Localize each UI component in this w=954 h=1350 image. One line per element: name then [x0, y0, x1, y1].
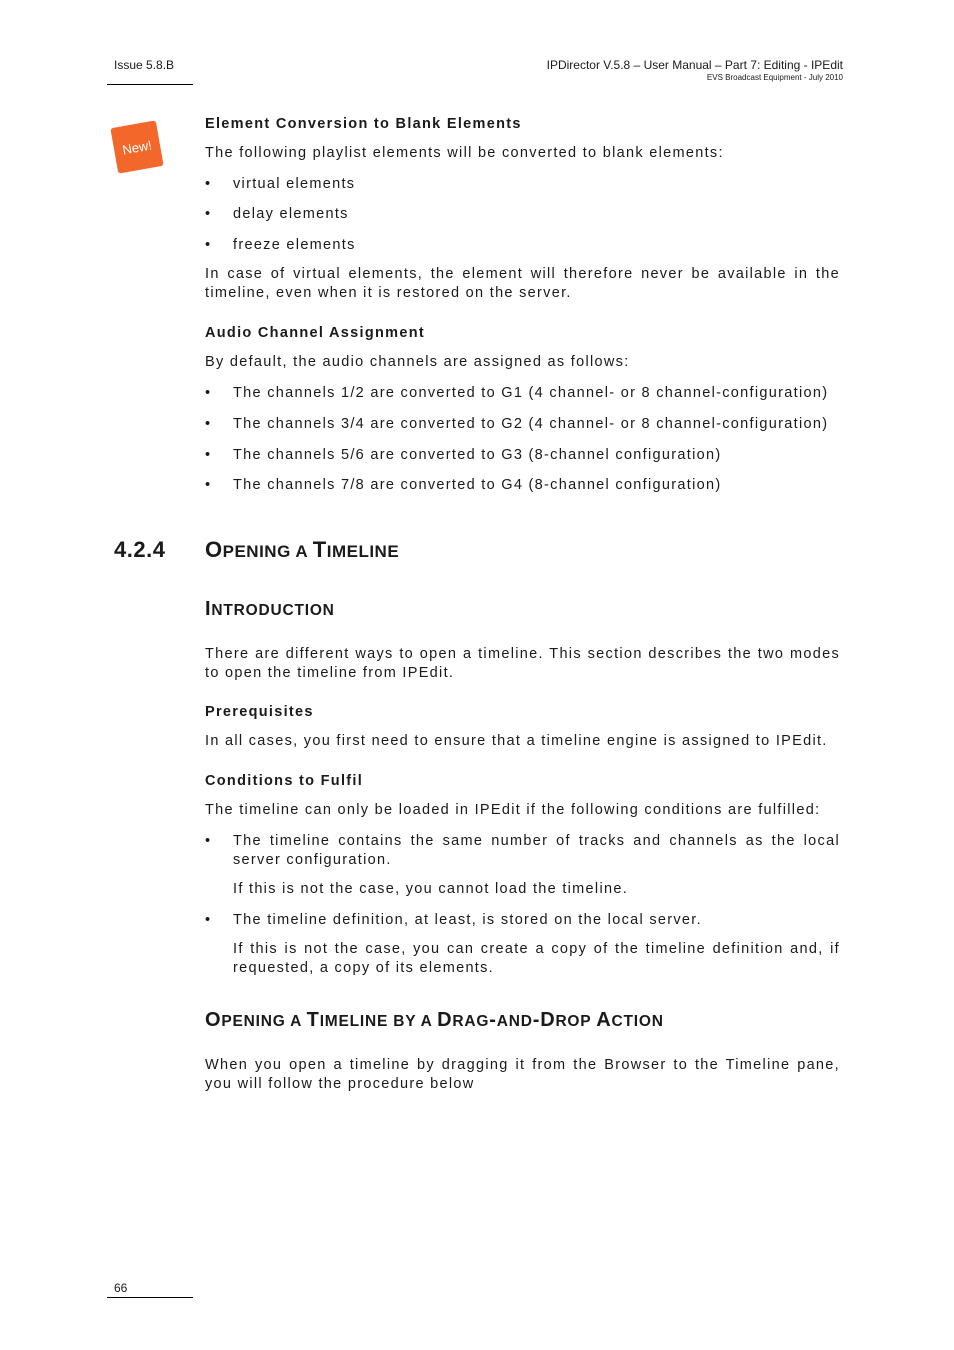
list-item	[205, 911, 840, 978]
title-initial: I	[205, 598, 212, 620]
prerequisites-text: In all cases, you first need to ensure that a timeline engine is assigned to IPEdit.	[205, 733, 828, 749]
bullet-icon: •	[205, 833, 212, 849]
header-rule	[107, 84, 193, 85]
footer-rule	[107, 1297, 193, 1298]
title-initial: A	[596, 1009, 612, 1031]
list-item	[205, 205, 840, 224]
list-item-text: freeze elements	[233, 237, 356, 253]
introduction-text: There are different ways to open a timeline. This section describes the two modes to open the timeline from IPEdit.	[205, 646, 840, 681]
issue-label: Issue 5.8.B	[114, 58, 175, 72]
list-item-text: The channels 3/4 are converted to G2 (4 channel- or 8 channel-configuration)	[233, 416, 829, 432]
audio-channel-section	[205, 324, 840, 495]
bullet-icon: •	[205, 385, 212, 401]
title-initial: T	[306, 1009, 320, 1031]
list-item-text: The channels 1/2 are converted to G1 (4 channel- or 8 channel-configuration)	[233, 385, 829, 401]
new-badge-label: New!	[121, 137, 153, 157]
audio-channel-intro: By default, the audio channels are assigned as follows:	[205, 354, 630, 370]
document-title: IPDirector V.5.8 – User Manual – Part 7: Editing - IPEdit	[546, 58, 843, 72]
title-smallcaps: RAG	[452, 1013, 490, 1030]
virtual-elements-note: In case of virtual elements, the element will therefore never be available in the timeline, even when it is restored on the server.	[205, 266, 840, 301]
list-item-text: The timeline definition, at least, is stored on the local server.	[233, 912, 702, 928]
document-header	[547, 58, 843, 83]
new-badge-icon	[110, 120, 163, 173]
title-smallcaps: IMELINE	[326, 542, 400, 561]
title-smallcaps: AND	[496, 1013, 533, 1030]
list-item	[205, 832, 840, 899]
list-item-text: The channels 7/8 are converted to G4 (8-channel configuration)	[233, 477, 722, 493]
title-smallcaps: IMELINE BY A	[319, 1013, 438, 1030]
list-item	[205, 175, 840, 194]
list-item	[205, 476, 840, 495]
title-initial: D	[437, 1009, 453, 1031]
title-smallcaps: PENING A	[221, 1013, 307, 1030]
list-item	[205, 236, 840, 255]
list-item-text: The timeline contains the same number of tracks and channels as the local server configuration.	[233, 833, 840, 868]
drag-and-drop-section	[205, 1056, 840, 1094]
section-number: 4.2.4	[114, 537, 166, 562]
page-number: 66	[114, 1281, 128, 1295]
list-item	[205, 384, 840, 403]
bullet-icon: •	[205, 176, 212, 192]
title-initial: T	[312, 537, 327, 562]
element-conversion-section	[205, 115, 840, 303]
title-smallcaps: NTRODUCTION	[211, 602, 335, 619]
list-item-note: If this is not the case, you can create a copy of the timeline definition and, if requested, a copy of its elements.	[233, 941, 840, 976]
title-hyphen: -	[532, 1009, 541, 1031]
title-initial: O	[205, 537, 223, 562]
conditions-intro: The timeline can only be loaded in IPEdit if the following conditions are fulfilled:	[205, 802, 821, 818]
introduction-heading	[205, 598, 335, 621]
drag-and-drop-heading	[205, 1009, 664, 1032]
bullet-icon: •	[205, 206, 212, 222]
drag-and-drop-text: When you open a timeline by dragging it from the Browser to the Timeline pane, you will follow the procedure below	[205, 1057, 840, 1092]
title-initial: D	[540, 1009, 556, 1031]
bullet-icon: •	[205, 912, 212, 928]
conditions-heading: Conditions to Fulfil	[205, 773, 364, 789]
prerequisites-heading: Prerequisites	[205, 704, 314, 720]
bullet-icon: •	[205, 416, 212, 432]
title-initial: O	[205, 1009, 222, 1031]
document-subtitle: EVS Broadcast Equipment - July 2010	[706, 73, 843, 82]
element-conversion-intro: The following playlist elements will be converted to blank elements:	[205, 145, 724, 161]
list-item-text: The channels 5/6 are converted to G3 (8-channel configuration)	[233, 447, 722, 463]
list-item	[205, 415, 840, 434]
bullet-icon: •	[205, 477, 212, 493]
list-item	[205, 446, 840, 465]
introduction-section	[205, 645, 840, 978]
title-hyphen: -	[489, 1009, 497, 1031]
element-conversion-heading: Element Conversion to Blank Elements	[205, 116, 522, 132]
list-item-note: If this is not the case, you cannot load the timeline.	[233, 881, 629, 897]
bullet-icon: •	[205, 237, 212, 253]
audio-channel-heading: Audio Channel Assignment	[205, 325, 425, 341]
title-smallcaps: ROP	[555, 1013, 597, 1030]
list-item-text: virtual elements	[233, 176, 356, 192]
title-smallcaps: PENING A	[222, 542, 313, 561]
list-item-text: delay elements	[233, 206, 349, 222]
title-smallcaps: CTION	[611, 1013, 664, 1030]
bullet-icon: •	[205, 447, 212, 463]
section-heading	[114, 537, 399, 563]
